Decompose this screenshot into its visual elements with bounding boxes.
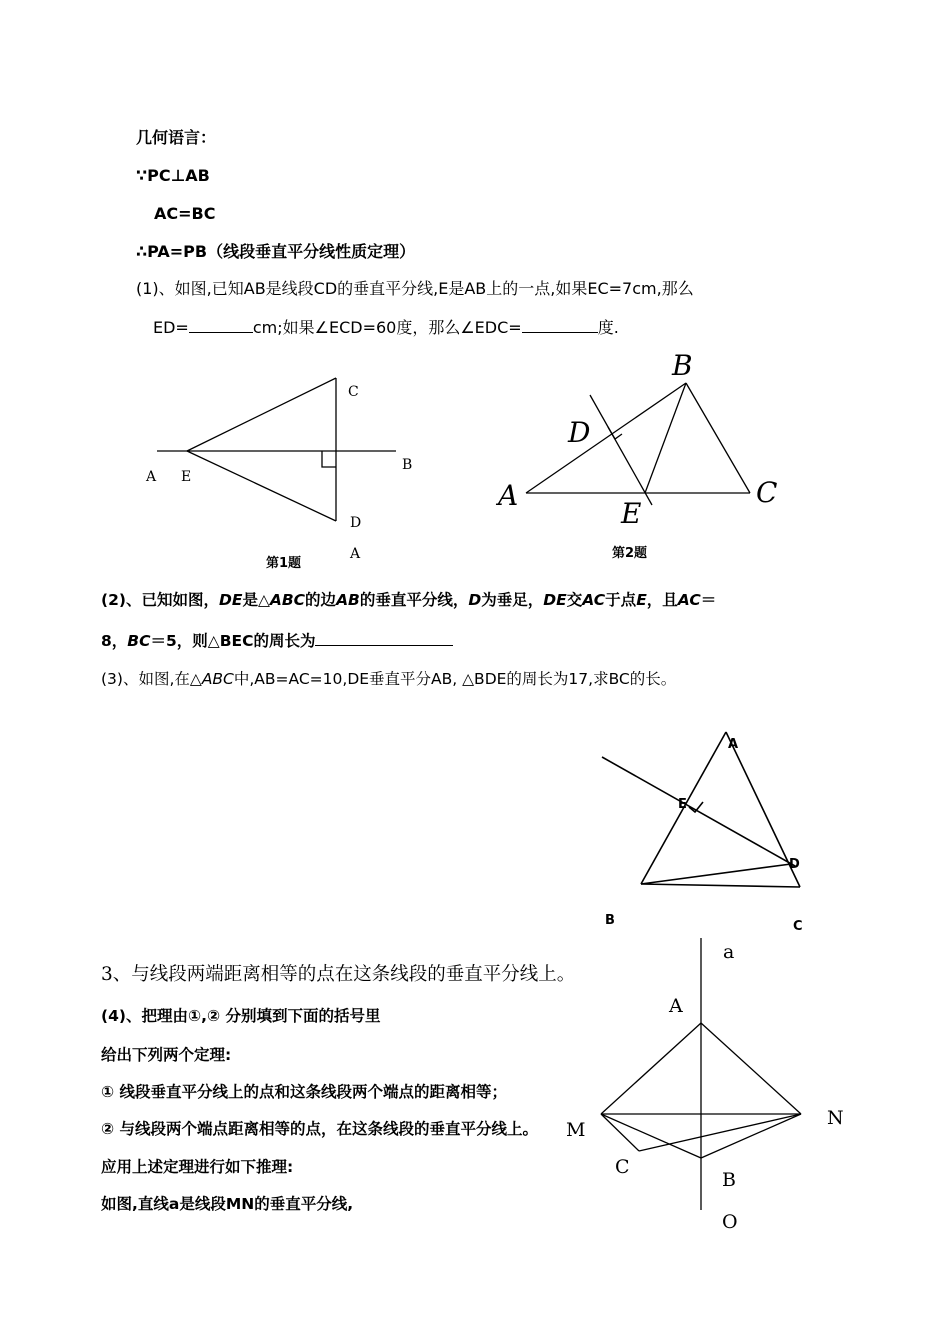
q2-t4: 为垂足， — [481, 591, 544, 609]
q2-bc: BC — [127, 632, 151, 650]
fig3-label-a: A — [728, 737, 739, 752]
fig4-segment-nb — [701, 1114, 801, 1158]
figure-2 — [490, 345, 810, 535]
q2-ac: AC — [582, 591, 606, 609]
q2-t1: 是△ — [242, 591, 270, 609]
q1-blank-line — [153, 317, 619, 338]
q2-e: E — [636, 591, 647, 609]
fig1-label-d: D — [350, 515, 362, 531]
q1-angle-blank[interactable] — [522, 317, 598, 333]
q4-theorem-1: ① 线段垂直平分线上的点和这条线段两个端点的距离相等； — [101, 1083, 508, 1101]
q2-abc: ABC — [269, 591, 306, 609]
q3-text: 中,AB=AC=10,DE垂直平分AB, △BDE的周长为17,求BC的长。 — [233, 670, 677, 688]
q3-text-line — [101, 669, 676, 689]
fig2-segment-be — [645, 383, 686, 493]
theorem-3: 3、与线段两端距离相等的点在这条线段的垂直平分线上。 — [101, 964, 576, 985]
fig1-segment-ed — [187, 451, 336, 521]
figure-3 — [595, 725, 855, 935]
q1-mid-text: cm;如果∠ECD=60度，那么∠EDC= — [252, 318, 522, 337]
fig3-segment-bd — [641, 864, 791, 884]
fig2-caption: 第2题 — [612, 546, 648, 561]
fig4-label-o: O — [722, 1211, 738, 1233]
figure-1 — [140, 365, 440, 575]
q1-text: (1)、如图,已知AB是线段CD的垂直平分线,E是AB上的一点,如果EC=7cm,那么 — [136, 279, 694, 298]
fig1-label-stray-a: A — [350, 546, 361, 562]
q2-t2: 的边 — [305, 591, 337, 609]
q2-t7: ，且 — [646, 591, 678, 609]
q2-d: D — [468, 591, 482, 609]
q2-ab: AB — [336, 591, 360, 609]
q3-prefix: (3)、如图,在△ — [101, 670, 202, 688]
q2-line-2 — [101, 630, 453, 651]
geo-title: 几何语言： — [136, 128, 217, 147]
fig4-segment-cn — [639, 1114, 801, 1151]
fig2-segment-bc — [686, 383, 750, 493]
q2-line-1 — [101, 590, 716, 610]
q1-ed-blank[interactable] — [189, 317, 253, 333]
q4-given: 给出下列两个定理: — [101, 1046, 232, 1064]
fig3-label-c: C — [793, 919, 803, 934]
q2-ac-2: AC — [677, 591, 701, 609]
fig2-label-c: C — [756, 476, 778, 509]
fig4-segment-mc — [601, 1114, 639, 1151]
fig4-label-a: A — [669, 995, 683, 1017]
fig1-label-a: A — [146, 469, 157, 485]
q4-last: 如图,直线a是线段MN的垂直平分线, — [101, 1195, 354, 1213]
q2-perimeter-blank[interactable] — [315, 630, 453, 646]
fig4-label-m: M — [566, 1119, 586, 1141]
q2-t6: 于点 — [605, 591, 637, 609]
fig4-label-a-line: a — [723, 941, 735, 963]
figure-4 — [565, 930, 845, 1240]
q1-ed-label: ED= — [153, 318, 189, 337]
q2-t5: 交 — [566, 591, 583, 609]
fig4-segment-mb — [601, 1114, 701, 1158]
fig2-segment-ab — [526, 383, 686, 493]
given-pc-perp-ab: ∵PC⊥AB — [136, 166, 210, 185]
fig4-label-b: B — [722, 1169, 736, 1191]
q2-de: DE — [218, 591, 243, 609]
q2-line2-prefix: 8， — [101, 632, 128, 650]
fig2-perp-bisector-de — [590, 395, 652, 505]
fig1-right-angle-mark — [322, 451, 336, 467]
q4-title: (4)、把理由①,② 分别填到下面的括号里 — [101, 1007, 381, 1025]
fig2-label-a: A — [498, 479, 519, 512]
conclusion-pa-eq-pb: ∴PA=PB（线段垂直平分线性质定理） — [136, 242, 416, 261]
fig2-label-d: D — [568, 416, 591, 449]
q4-theorem-2: ② 与线段两个端点距离相等的点，在这条线段的垂直平分线上。 — [101, 1120, 539, 1138]
q3-abc: ABC — [201, 670, 234, 688]
fig4-segment-an — [701, 1023, 801, 1114]
given-ac-eq-bc: AC=BC — [154, 204, 216, 223]
fig1-label-e: E — [181, 469, 192, 485]
fig1-caption: 第1题 — [266, 556, 302, 571]
fig1-label-b: B — [402, 457, 413, 473]
q1-end-text: 度. — [597, 318, 619, 337]
q2-de-2: DE — [543, 591, 567, 609]
q4-apply: 应用上述定理进行如下推理: — [101, 1158, 294, 1176]
fig1-label-c: C — [348, 384, 359, 400]
fig3-segment-bc — [641, 884, 800, 887]
q2-prefix: (2)、已知如图， — [101, 591, 219, 609]
q2-t8: ＝ — [700, 591, 717, 609]
fig3-perp-bisector-ed — [602, 757, 795, 866]
fig2-label-b: B — [672, 349, 693, 382]
fig4-segment-am — [601, 1023, 701, 1114]
fig1-segment-ec — [187, 378, 336, 451]
q2-line2-text: ＝5，则△BEC的周长为 — [150, 632, 316, 650]
fig3-label-d: D — [789, 857, 800, 872]
fig3-label-b: B — [605, 913, 615, 928]
fig3-label-e: E — [678, 797, 687, 812]
q2-t3: 的垂直平分线， — [359, 591, 469, 609]
fig4-label-c: C — [615, 1156, 630, 1178]
fig2-label-e: E — [621, 497, 642, 530]
fig4-label-n: N — [827, 1107, 844, 1129]
